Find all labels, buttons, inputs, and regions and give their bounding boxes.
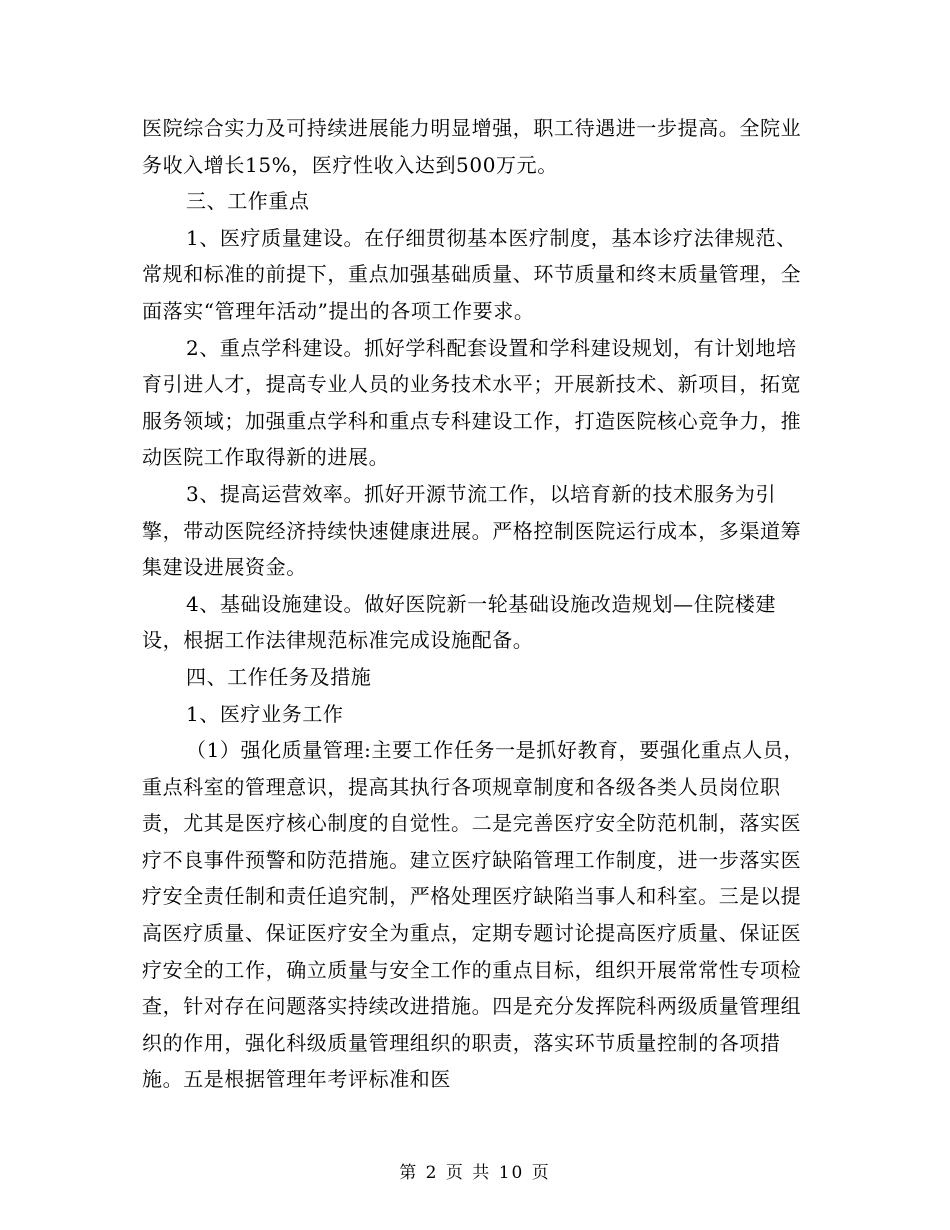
section-heading-work-focus: 三、工作重点 (186, 189, 310, 214)
paragraph-infrastructure: 4、基础设施建设。做好医院新一轮基础设施改造规划—住院楼建设，根据工作法律规范标准完成设施配备。 (142, 591, 777, 653)
paragraph-key-disciplines: 2、重点学科建设。抓好学科配套设置和学科建设规划，有计划地培育引进人才，提高专业人员的业务技术水平；开展新技术、新项目，拓宽服务领域；加强重点学科和重点专科建设工作，打造医院核心竞争力，推动医院工作取得新的进展。 (142, 335, 802, 470)
subheading-medical-business: 1、医疗业务工作 (186, 701, 344, 726)
paragraph-continuation: 医院综合实力及可持续进展能力明显增强，职工待遇进一步提高。全院业务收入增长15%，医疗性收入达到500万元。 (142, 116, 802, 177)
paragraph-operational-efficiency: 3、提高运营效率。抓好开源节流工作，以培育新的技术服务为引擎，带动医院经济持续快速健康进展。严格控制医院运行成本，多渠道筹集建设进展资金。 (142, 481, 802, 580)
paragraph-medical-quality: 1、医疗质量建设。在仔细贯彻基本医疗制度，基本诊疗法律规范、常规和标准的前提下，重点加强基础质量、环节质量和终末质量管理，全面落实“管理年活动”提出的各项工作要求。 (142, 225, 802, 323)
paragraph-quality-management: （1）强化质量管理:主要工作任务一是抓好教育，要强化重点人员，重点科室的管理意识，提高其执行各项规章制度和各级各类人员岗位职责，尤其是医疗核心制度的自觉性。二是完善医疗安全防范机制，落实医疗不良事件预警和防范措施。建立医疗缺陷管理工作制度，进一步落实医疗安全责任制和责任追究制，严格处理医疗缺陷当事人和科室。三是以提高医疗质量、保证医疗安全为重点，定期专题讨论提高医疗质量、保证医疗安全的工作，确立质量与安全工作的重点目标，组织开展常常性专项检查，针对存在问题落实持续改进措施。四是充分发挥院科两级质量管理组织的作用，强化科级质量管理组织的职责，落实环节质量控制的各项措施。五是根据管理年考评标准和医 (142, 738, 805, 1092)
page-footer: 第 2 页 共 10 页 (399, 1163, 551, 1183)
section-heading-tasks-measures: 四、工作任务及措施 (186, 664, 372, 689)
document-body (142, 110, 812, 1098)
